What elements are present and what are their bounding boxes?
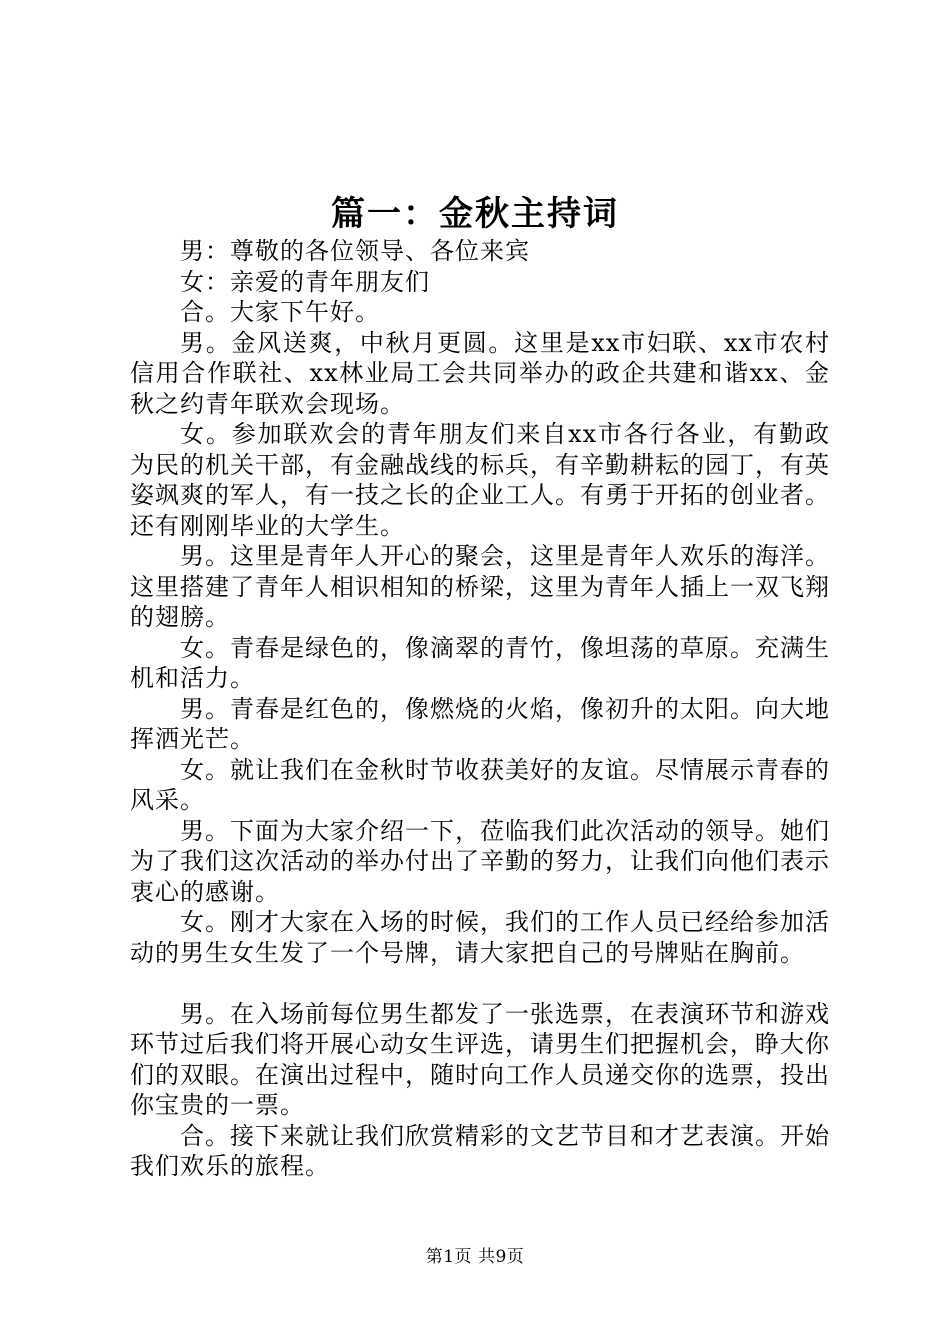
paragraph: 男。这里是青年人开心的聚会，这里是青年人欢乐的海洋。这里搭建了青年人相识相知的桥梁，这里为青年人插上一双飞翔的翅膀。: [130, 542, 830, 631]
paragraph: 男。金风送爽，中秋月更圆。这里是xx市妇联、xx市农村信用合作联社、xx林业局工会共同举办的政企共建和谐xx、金秋之约青年联欢会现场。: [130, 328, 830, 418]
paragraph: 男：尊敬的各位领导、各位来宾: [180, 237, 530, 265]
paragraph: 男。在入场前每位男生都发了一张选票，在表演环节和游戏环节过后我们将开展心动女生评选，请男生们把握机会，睁大你们的双眼。在演出过程中，随时向工作人员递交你的选票，投出你宝贵的一票。: [130, 999, 830, 1119]
paragraph: 女。青春是绿色的，像滴翠的青竹，像坦荡的草原。充满生机和活力。: [130, 633, 830, 692]
document-body: [130, 236, 830, 1182]
page-title: 篇一：金秋主持词: [331, 194, 619, 234]
paragraph: 男。青春是红色的，像燃烧的火焰，像初升的太阳。向大地挥洒光芒。: [130, 694, 830, 753]
paragraph: 女。参加联欢会的青年朋友们来自xx市各行各业，有勤政为民的机关干部，有金融战线的标兵，有辛勤耕耘的园丁，有英姿飒爽的军人，有一技之长的企业工人。有勇于开拓的创业者。还有刚刚毕业的大学生。: [130, 420, 830, 540]
paragraph: 女：亲爱的青年朋友们: [180, 267, 430, 296]
page-footer: 第1页 共9页: [425, 1247, 525, 1267]
paragraph: 女。刚才大家在入场的时候，我们的工作人员已经给参加活动的男生女生发了一个号牌，请大家把自己的号牌贴在胸前。: [130, 908, 830, 967]
paragraph: 合。接下来就让我们欣赏精彩的文艺节目和才艺表演。开始我们欢乐的旅程。: [130, 1121, 830, 1180]
paragraph: 女。就让我们在金秋时节收获美好的友谊。尽情展示青春的风采。: [130, 755, 830, 814]
paragraph: 合。大家下午好。: [180, 298, 380, 326]
paragraph-spacer: [130, 968, 830, 999]
paragraph: 男。下面为大家介绍一下，莅临我们此次活动的领导。她们为了我们这次活动的举办付出了辛勤的努力，让我们向他们表示衷心的感谢。: [130, 816, 830, 906]
